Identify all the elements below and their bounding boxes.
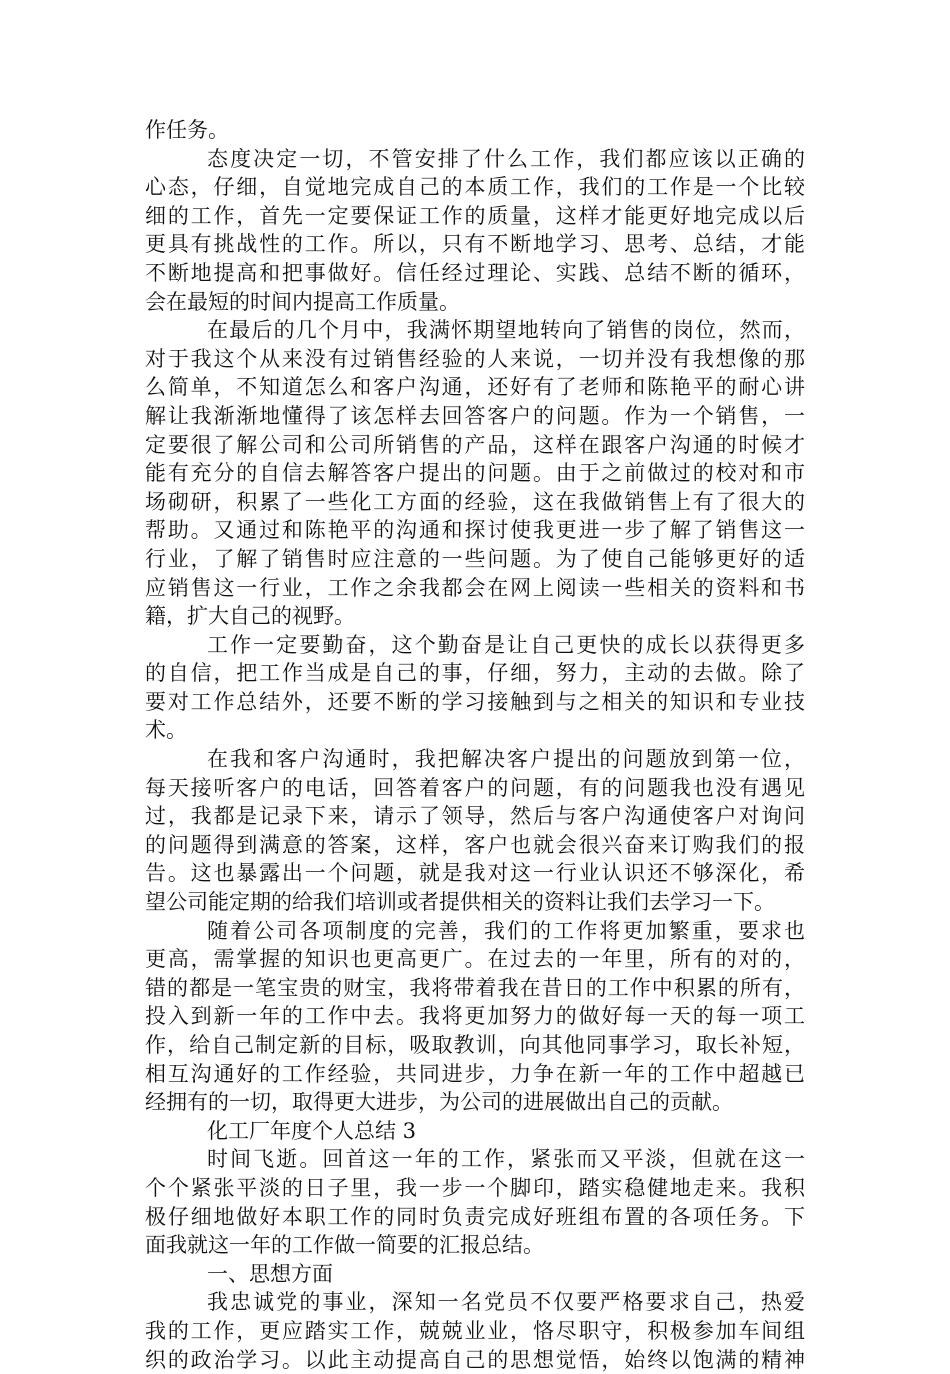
text-line: 应销售这一行业，工作之余我都会在网上阅读一些相关的资料和书 bbox=[145, 575, 805, 600]
text-line: 经拥有的一切，取得更大进步，为公司的进展做出自己的贡献。 bbox=[145, 1090, 733, 1115]
text-line: 错的都是一笔宝贵的财宝，我将带着我在昔日的工作中积累的所有， bbox=[145, 975, 805, 1000]
text-line: 能有充分的自信去解答客户提出的问题。由于之前做过的校对和市 bbox=[145, 461, 805, 486]
text-line: 不断地提高和把事做好。信任经过理论、实践、总结不断的循环， bbox=[145, 260, 805, 285]
text-line: 极仔细地做好本职工作的同时负责完成好班组布置的各项任务。下 bbox=[145, 1204, 805, 1229]
text-line: 心态，仔细，自觉地完成自己的本质工作，我们的工作是一个比较 bbox=[145, 175, 805, 200]
text-line: 过，我都是记录下来，请示了领导，然后与客户沟通使客户对询问 bbox=[145, 804, 805, 829]
text-line: 一、思想方面 bbox=[207, 1261, 333, 1286]
text-line: 的问题得到满意的答案，这样，客户也就会很兴奋来订购我们的报 bbox=[145, 832, 805, 857]
text-line: 我忠诚党的事业，深知一名党员不仅要严格要求自己，热爱 bbox=[207, 1290, 805, 1315]
text-line: 作任务。 bbox=[145, 118, 229, 142]
text-line: 籍，扩大自己的视野。 bbox=[145, 604, 355, 629]
text-line: 化工厂年度个人总结 3 bbox=[207, 1118, 417, 1143]
text-line: 细的工作，首先一定要保证工作的质量，这样才能更好地完成以后 bbox=[145, 203, 805, 228]
text-line: 织的政治学习。以此主动提高自己的思想觉悟，始终以饱满的精神 bbox=[145, 1347, 805, 1372]
text-line: 要对工作总结外，还要不断的学习接触到与之相关的知识和专业技 bbox=[145, 689, 805, 714]
text-line: 在最后的几个月中，我满怀期望地转向了销售的岗位，然而， bbox=[207, 318, 805, 343]
text-line: 每天接听客户的电话，回答着客户的问题，有的问题我也没有遇见 bbox=[145, 775, 805, 800]
text-line: 会在最短的时间内提高工作质量。 bbox=[145, 289, 460, 314]
text-line: 态度决定一切，不管安排了什么工作，我们都应该以正确的 bbox=[207, 146, 805, 171]
text-line: 相互沟通好的工作经验，共同进步，力争在新一年的工作中超越已 bbox=[145, 1061, 805, 1086]
text-line: 定要很了解公司和公司所销售的产品，这样在跟客户沟通的时候才 bbox=[145, 432, 805, 457]
text-line: 场砌研，积累了一些化工方面的经验，这在我做销售上有了很大的 bbox=[145, 489, 805, 514]
text-line: 望公司能定期的给我们培训或者提供相关的资料让我们去学习一下。 bbox=[145, 890, 775, 915]
text-line: 帮助。又通过和陈艳平的沟通和探讨使我更进一步了解了销售这一 bbox=[145, 518, 805, 543]
text-line: 时间飞逝。回首这一年的工作，紧张而又平淡，但就在这一 bbox=[207, 1147, 805, 1172]
text-line: 行业，了解了销售时应注意的一些问题。为了使自己能够更好的适 bbox=[145, 546, 805, 571]
text-line: 在我和客户沟通时，我把解决客户提出的问题放到第一位， bbox=[207, 747, 805, 772]
text-line: 更具有挑战性的工作。所以，只有不断地学习、思考、总结，才能 bbox=[145, 232, 805, 257]
text-line: 么简单，不知道怎么和客户沟通，还好有了老师和陈艳平的耐心讲 bbox=[145, 375, 805, 400]
text-line: 更高，需掌握的知识也更高更广。在过去的一年里，所有的对的， bbox=[145, 947, 805, 972]
document-page bbox=[145, 116, 805, 1374]
text-line: 解让我渐渐地懂得了该怎样去回答客户的问题。作为一个销售，一 bbox=[145, 403, 805, 428]
text-line: 随着公司各项制度的完善，我们的工作将更加繁重，要求也 bbox=[207, 918, 805, 943]
text-line: 个个紧张平淡的日子里，我一步一个脚印，踏实稳健地走来。我积 bbox=[145, 1175, 805, 1200]
text-line: 术。 bbox=[145, 718, 187, 743]
text-line: 对于我这个从来没有过销售经验的人来说，一切并没有我想像的那 bbox=[145, 346, 805, 371]
text-line: 告。这也暴露出一个问题，就是我对这一行业认识还不够深化，希 bbox=[145, 861, 805, 886]
text-line: 我的工作，更应踏实工作，兢兢业业，恪尽职守，积极参加车间组 bbox=[145, 1318, 805, 1343]
text-line: 面我就这一年的工作做一简要的汇报总结。 bbox=[145, 1233, 544, 1258]
text-line: 的自信，把工作当成是自己的事，仔细，努力，主动的去做。除了 bbox=[145, 661, 805, 686]
text-line: 投入到新一年的工作中去。我将更加努力的做好每一天的每一项工 bbox=[145, 1004, 805, 1029]
text-line: 作，给自己制定新的目标，吸取教训，向其他同事学习，取长补短， bbox=[145, 1033, 805, 1057]
text-line: 工作一定要勤奋，这个勤奋是让自己更快的成长以获得更多 bbox=[207, 632, 805, 657]
